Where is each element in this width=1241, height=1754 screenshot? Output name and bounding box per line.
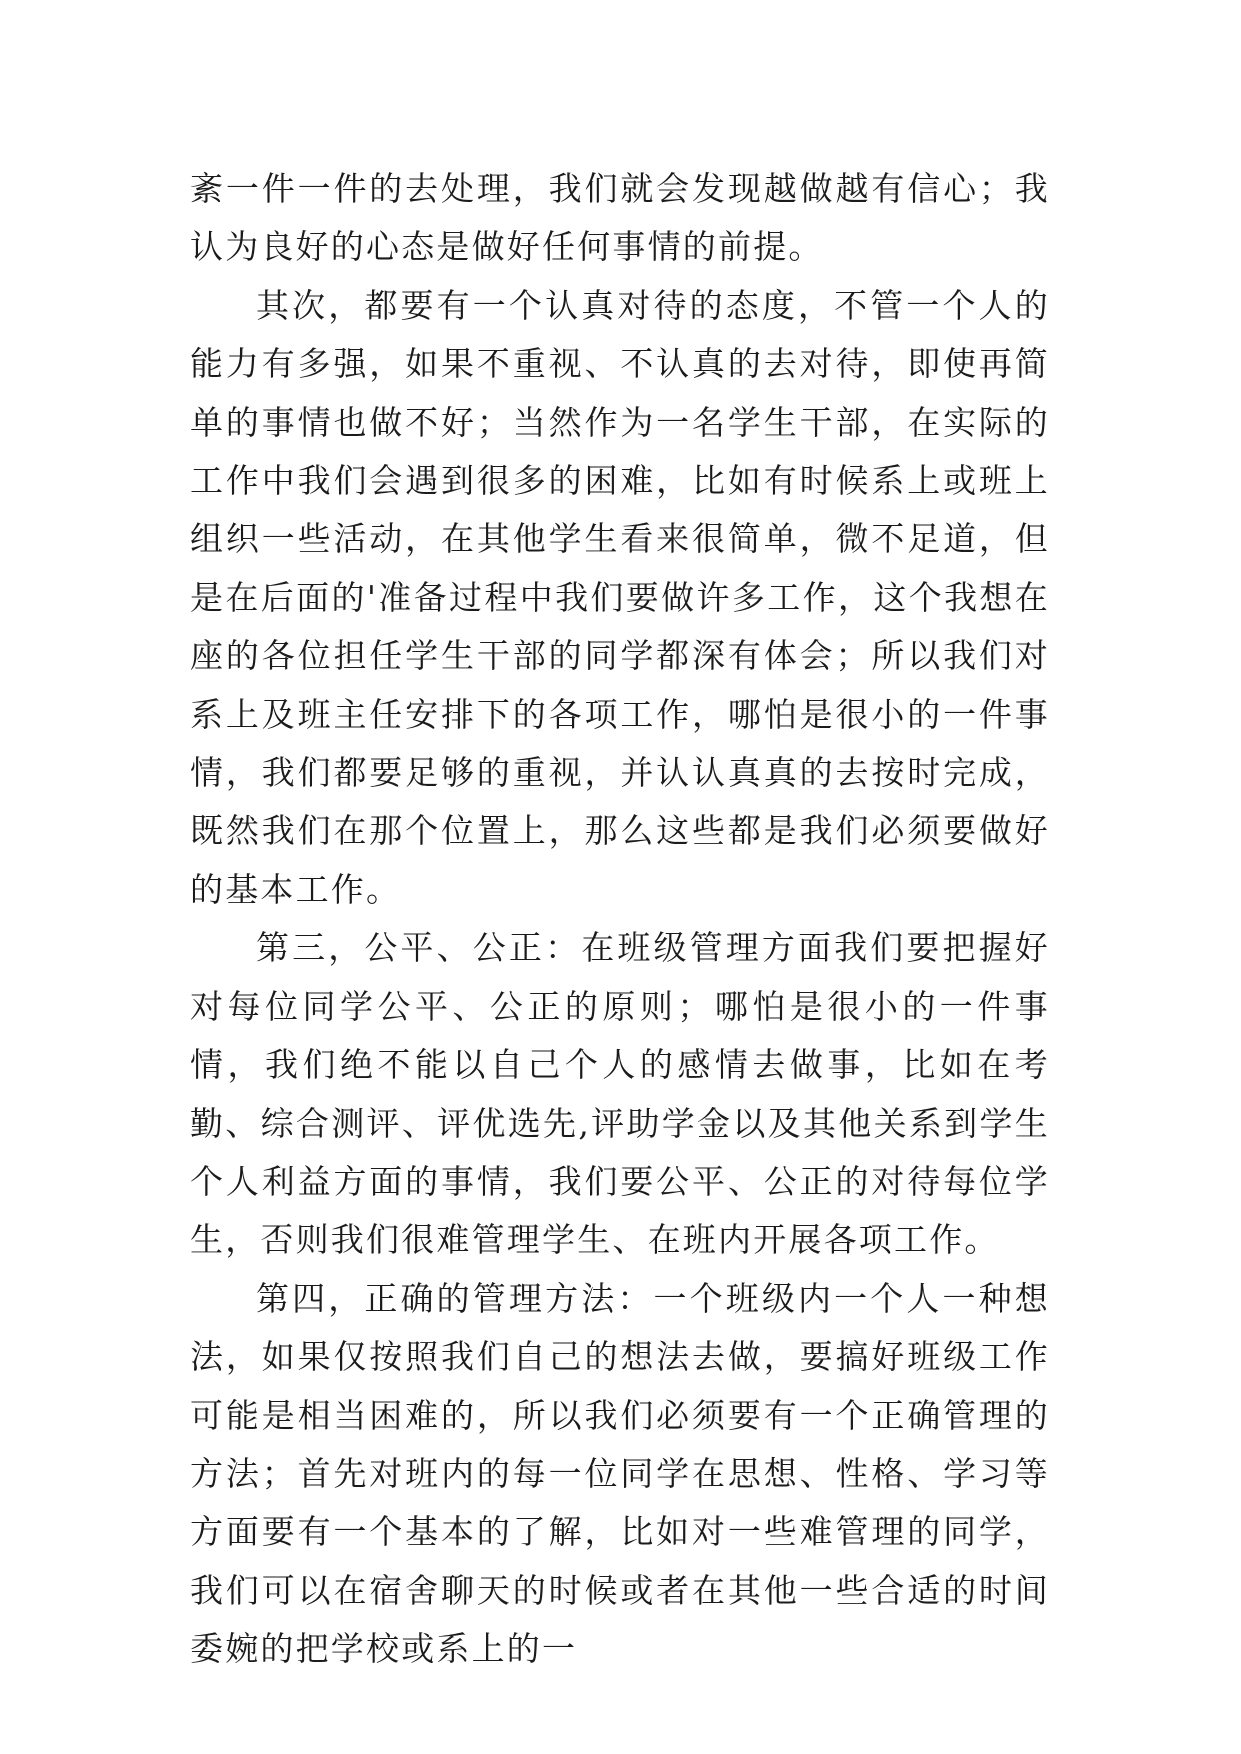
document-body: [190, 160, 1050, 1679]
paragraph-3: 第三，公平、公正：在班级管理方面我们要把握好对每位同学公平、公正的原则；哪怕是很小的一件事情，我们绝不能以自己个人的感情去做事，比如在考勤、综合测评、评优选先,评助学金以及其他关系到学生个人利益方面的事情，我们要公平、公正的对待每位学生，否则我们很难管理学生、在班内开展各项工作。: [190, 928, 1050, 1260]
paragraph-1: 紊一件一件的去处理，我们就会发现越做越有信心；我认为良好的心态是做好任何事情的前提。: [190, 169, 1050, 267]
paragraph-4: 第四，正确的管理方法：一个班级内一个人一种想法，如果仅按照我们自己的想法去做，要搞好班级工作可能是相当困难的，所以我们必须要有一个正确管理的方法；首先对班内的每一位同学在思想、性格、学习等方面要有一个基本的了解，比如对一些难管理的同学，我们可以在宿舍聊天的时候或者在其他一些合适的时间委婉的把学校或系上的一: [190, 1278, 1050, 1669]
paragraph-2: 其次，都要有一个认真对待的态度，不管一个人的能力有多强，如果不重视、不认真的去对待，即使再简单的事情也做不好；当然作为一名学生干部，在实际的工作中我们会遇到很多的困难，比如有时候系上或班上组织一些活动，在其他学生看来很简单，微不足道，但是在后面的'准备过程中我们要做许多工作，这个我想在座的各位担任学生干部的同学都深有体会；所以我们对系上及班主任安排下的各项工作，哪怕是很小的一件事情，我们都要足够的重视，并认认真真的去按时完成，既然我们在那个位置上，那么这些都是我们必须要做好的基本工作。: [190, 285, 1050, 909]
